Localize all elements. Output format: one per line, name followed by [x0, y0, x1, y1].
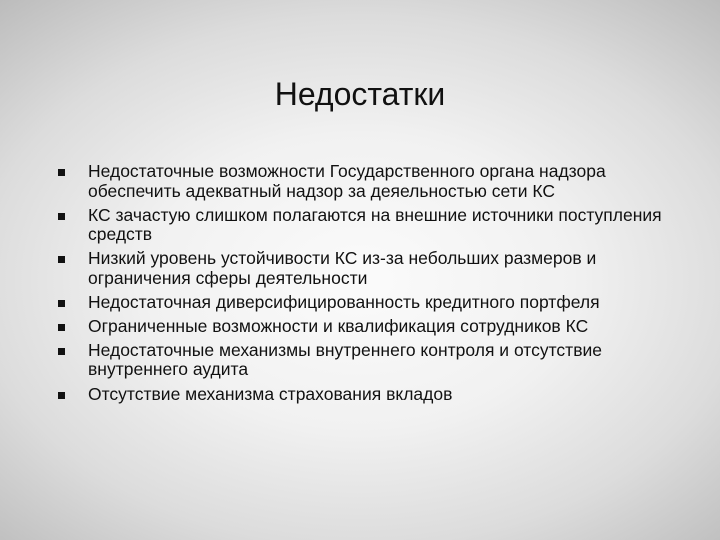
- bullet-text: Недостаточная диверсифицированность кредитного портфеля: [88, 291, 600, 312]
- bullet-list: [57, 162, 677, 409]
- bullet-text: Отсутствие механизма страхования вкладов: [88, 383, 453, 404]
- bullet-text: Ограниченные возможности и квалификация сотрудников КС: [88, 315, 589, 336]
- bullet-item: [57, 385, 677, 405]
- bullet-text: Недостаточные возможности Государственного органа надзора обеспечить адекватный надзор за деяельностью сети КС: [88, 161, 606, 201]
- bullet-item: [57, 162, 677, 201]
- bullet-item: [57, 341, 677, 380]
- square-bullet-icon: [58, 348, 65, 355]
- bullet-item: [57, 293, 677, 313]
- square-bullet-icon: [58, 256, 65, 263]
- square-bullet-icon: [58, 213, 65, 220]
- square-bullet-icon: [58, 300, 65, 307]
- square-bullet-icon: [58, 324, 65, 331]
- slide-title: Недостатки: [274, 76, 446, 112]
- bullet-item: [57, 249, 677, 288]
- bullet-text: Низкий уровень устойчивости КС из-за небольших размеров и ограничения сферы деятельности: [88, 248, 597, 288]
- bullet-text: Недостаточные механизмы внутреннего контроля и отсутствие внутреннего аудита: [88, 339, 603, 380]
- bullet-item: [57, 206, 677, 245]
- bullet-text: КС зачастую слишком полагаются на внешние источники поступления средств: [88, 204, 662, 245]
- bullet-item: [57, 317, 677, 337]
- square-bullet-icon: [58, 392, 65, 399]
- square-bullet-icon: [58, 169, 65, 176]
